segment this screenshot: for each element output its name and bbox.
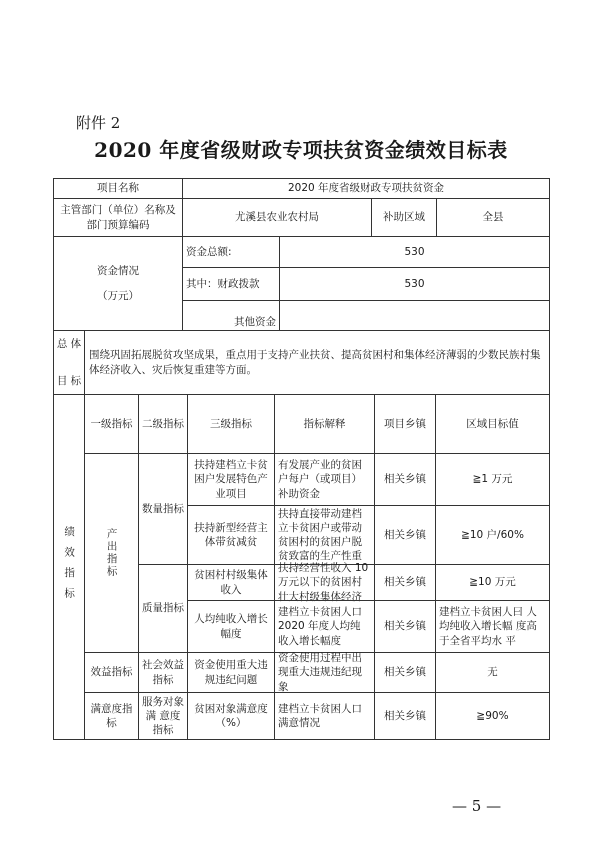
row2-explain: 扶持直接带动建档立卡贫困户或带动贫困村的贫困户脱贫致富的生产性重 xyxy=(274,505,375,565)
fiscal-value: 530 xyxy=(279,267,550,301)
row1-target: ≧1 万元 xyxy=(435,453,550,506)
row2-l3: 扶持新型经营主体带贫减贫 xyxy=(187,505,275,565)
goal-label-top: 总 体 xyxy=(56,338,82,350)
region-label: 补助区域 xyxy=(371,198,437,237)
attachment-label: 附件 2 xyxy=(76,114,121,132)
page-title: 2020 年度省级财政专项扶贫资金绩效目标表 xyxy=(94,138,508,162)
quality-label: 质量指标 xyxy=(138,564,188,653)
goal-label-bottom: 目 标 xyxy=(56,374,82,387)
fund-unit: （万元） xyxy=(97,289,139,302)
project-name-value: 2020 年度省级财政专项扶贫资金 xyxy=(182,178,550,199)
row2-target: ≧10 户/60% xyxy=(435,505,550,565)
row6-explain: 建档立卡贫困人口满意情况 xyxy=(274,692,375,740)
row5-target: 无 xyxy=(435,652,550,693)
dept-value: 尤溪县农业农村局 xyxy=(182,198,372,237)
header-level3: 三级指标 xyxy=(187,394,275,454)
row1-explain: 有发展产业的贫困户每户（或项目）补助资金 xyxy=(274,453,375,506)
row1-town: 相关乡镇 xyxy=(374,453,436,506)
row6-town: 相关乡镇 xyxy=(374,692,436,740)
project-name-label: 项目名称 xyxy=(53,178,183,199)
other-value xyxy=(279,300,550,331)
row3-l3: 贫困村村级集体收入 xyxy=(187,564,275,601)
row3-town: 相关乡镇 xyxy=(374,564,436,601)
total-value: 530 xyxy=(279,236,550,268)
total-label: 资金总额: xyxy=(182,236,280,268)
dept-label: 主管部门（单位）名称及 部门预算编码 xyxy=(53,198,183,237)
row3-explain: 扶持经营性收入 10 万元以下的贫困村壮大村级集体经济 xyxy=(274,564,375,601)
social-label: 社会效益指标 xyxy=(138,652,188,693)
row4-town: 相关乡镇 xyxy=(374,600,436,653)
row2-town: 相关乡镇 xyxy=(374,505,436,565)
fund-label-cell xyxy=(53,236,183,331)
region-value: 全县 xyxy=(436,198,550,237)
benefit-label: 效益指标 xyxy=(84,652,139,693)
row4-explain: 建档立卡贫困人口 2020 年度人均纯收入增长幅度 xyxy=(274,600,375,653)
row6-target: ≧90% xyxy=(435,692,550,740)
service-label: 服务对象满 意度指标 xyxy=(138,692,188,740)
goal-text: 围绕巩固拓展脱贫攻坚成果，重点用于支持产业扶贫、提高贫困村和集体经济薄弱的少数民族村集体经济收入、灾后恢复重建等方面。 xyxy=(84,330,550,395)
row3-target: ≧10 万元 xyxy=(435,564,550,601)
header-explain: 指标解释 xyxy=(274,394,375,454)
satisfaction-label: 满意度指标 xyxy=(84,692,139,740)
row5-explain: 资金使用过程中出现重大违规违纪现象 xyxy=(274,652,375,693)
row4-target: 建档立卡贫困人曰 人均纯收入增长幅 度高于全省平均水 平 xyxy=(435,600,550,653)
perf-label: 绩效指标 xyxy=(63,526,76,608)
row4-l3: 人均纯收入增长幅度 xyxy=(187,600,275,653)
perf-label-cell xyxy=(53,394,85,740)
fiscal-label: 其中：财政拨款 xyxy=(182,267,280,301)
row5-l3: 资金使用重大违规违纪问题 xyxy=(187,652,275,693)
header-target: 区域目标值 xyxy=(435,394,550,454)
row1-l3: 扶持建档立卡贫困户发展特色产业项目 xyxy=(187,453,275,506)
quantity-label: 数量指标 xyxy=(138,453,188,565)
header-level1: 一级指标 xyxy=(84,394,139,454)
fund-label: 资金情况 xyxy=(97,265,139,278)
row6-l3: 贫困对象满意度（%） xyxy=(187,692,275,740)
other-label: 其他资金 xyxy=(182,300,280,331)
row5-town: 相关乡镇 xyxy=(374,652,436,693)
page-number: — 5 — xyxy=(452,797,502,815)
output-label-cell xyxy=(84,453,139,653)
goal-label-cell xyxy=(53,330,85,395)
header-town: 项目乡镇 xyxy=(374,394,436,454)
header-level2: 二级指标 xyxy=(138,394,188,454)
output-label: 产出指标 xyxy=(105,528,118,578)
